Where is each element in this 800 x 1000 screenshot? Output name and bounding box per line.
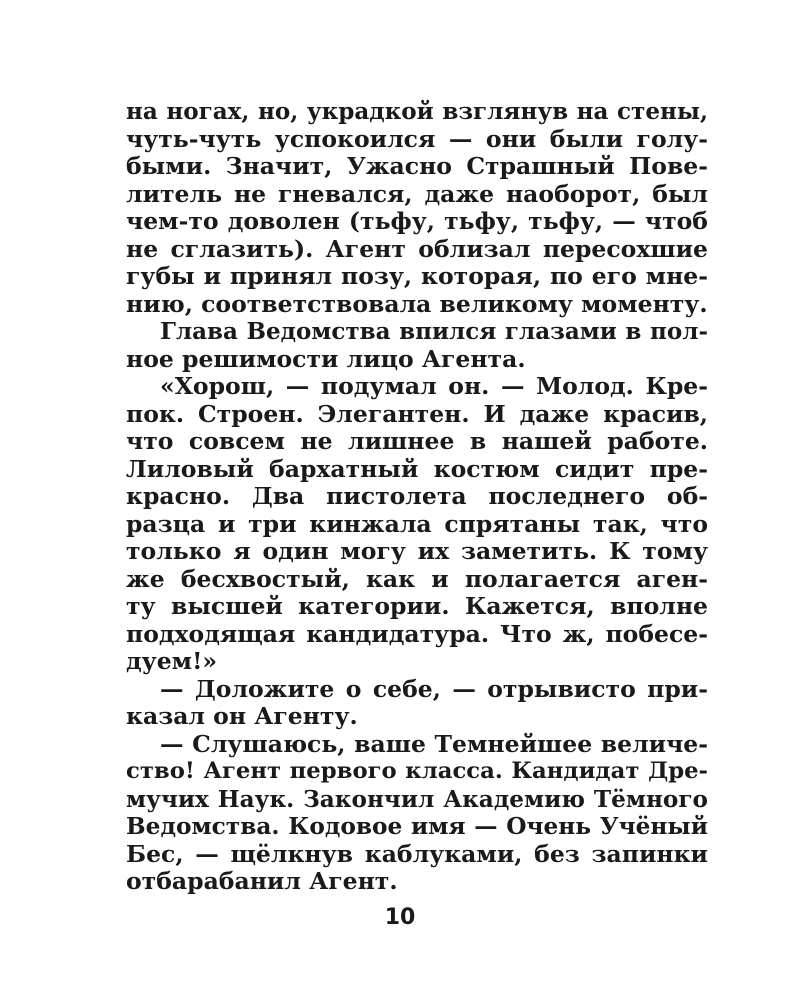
- text-line: Ведомства. Кодовое имя — Очень Учёный: [126, 813, 708, 840]
- text-line: ство! Агент первого класса. Кандидат Дре-: [126, 758, 708, 784]
- text-line: чем-то доволен (тьфу, тьфу, тьфу, — чтоб: [126, 207, 708, 235]
- page-number: 10: [384, 905, 416, 930]
- text-line: чуть-чуть успокоился — они были голу-: [126, 124, 708, 153]
- text-line: подходящая кандидатура. Что ж, побесе-: [126, 619, 708, 648]
- text-line: «Хорош, — подумал он. — Молод. Кре-: [160, 372, 708, 400]
- text-line: только я один могу их заметить. К тому: [126, 537, 708, 565]
- text-line: отбарабанил Агент.: [126, 867, 398, 895]
- text-line: что совсем не лишнее в нашей работе.: [126, 427, 708, 455]
- text-line: — Слушаюсь, ваше Темнейшее величе-: [160, 729, 708, 758]
- text-line: Лиловый бархатный костюм сидит пре-: [126, 454, 708, 483]
- text-line: Бес, — щёлкнув каблуками, без запинки: [126, 839, 708, 868]
- text-line: красно. Два пистолета последнего об-: [126, 482, 708, 510]
- text-line: на ногах, но, украдкой взглянув на стены,: [126, 98, 708, 125]
- text-line: Глава Ведомства впился глазами в пол-: [160, 318, 708, 345]
- text-line: нию, соответствовала великому моменту.: [126, 289, 708, 318]
- text-line: губы и принял позу, которая, по его мне-: [126, 262, 708, 290]
- text-line: литель не гневался, даже наоборот, был: [126, 179, 708, 208]
- text-line: ту высшей категории. Кажется, вполне: [126, 592, 708, 620]
- text-line: дуем!»: [126, 647, 218, 675]
- body-text: [126, 98, 708, 896]
- text-line: мучих Наук. Закончил Академию Тёмного: [126, 785, 708, 813]
- text-line: же бесхвостый, как и полагается аген-: [126, 564, 708, 593]
- text-line: разца и три кинжала спрятаны так, что: [126, 509, 708, 538]
- text-line: не сглазить). Агент облизал пересохшие: [126, 234, 708, 263]
- text-line: пок. Строен. Элегантен. И даже красив,: [126, 399, 708, 428]
- text-line: ное решимости лицо Агента.: [126, 344, 526, 373]
- text-line: казал он Агенту.: [126, 702, 358, 730]
- text-line: — Доложите о себе, — отрывисто при-: [160, 674, 708, 703]
- text-line: быми. Значит, Ужасно Страшный Пове-: [126, 152, 708, 180]
